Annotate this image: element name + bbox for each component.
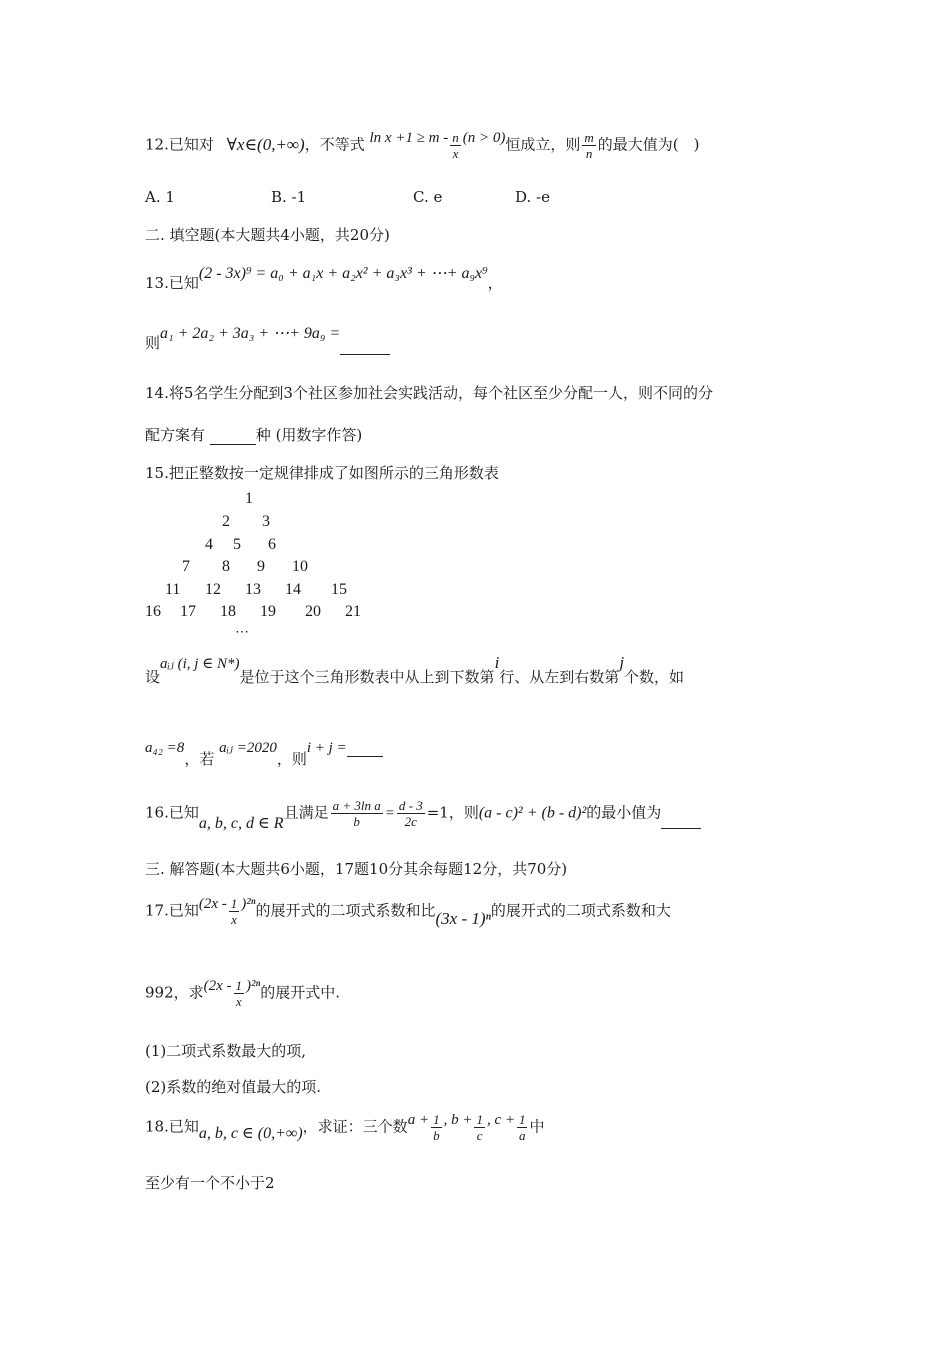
tri-number: 6 [268,536,276,553]
q18-frac1-num: 1 [433,1112,440,1127]
tri-number: 16 [145,603,161,620]
q17-prefix: 17.已知 [145,901,199,920]
q17-mid: 的展开式的二项式系数和比 [255,901,436,920]
q12-ratio-den: n [585,146,593,161]
tri-number: 9 [257,558,265,575]
q13-line [145,262,503,292]
q17-expr1-frac-2 [234,978,245,1009]
section-2-heading: 二. 填空题(本大题共4小题，共20分) [145,226,390,244]
tri-number: 12 [205,581,221,598]
q18-term3: , c + [486,1111,515,1128]
tri-number: 18 [220,603,236,620]
q12-option-b: B. -1 [271,188,307,206]
tri-number: 14 [285,581,301,598]
q12-frac-den: x [452,146,459,161]
q15-var-i: i [494,653,500,672]
q18-frac1-den: b [433,1128,440,1143]
q13-comma: ， [487,274,503,292]
q12-ratio-num: m [584,130,594,145]
q12-suffix2: 的最大值为( ) [597,135,700,154]
q15-answer-blank [347,740,383,757]
q16-frac2-den: 2c [404,814,417,829]
q15-line2-mid: 是位于这个三角形数表中从上到下数第 [239,668,495,686]
section-3-heading: 三. 解答题(本大题共6小题，17题10分其余每题12分，共70分) [145,860,568,878]
q17-expr1-den: x [231,912,237,927]
q17-expr1-b-2: )²ⁿ [246,977,261,994]
q18-term2: , b + [443,1111,473,1128]
q17-line2-prefix: 992，求 [145,983,204,1002]
q12-ineq: ln x +1 ≥ m - [369,129,449,146]
q15-ruo: ，若 [184,750,215,768]
q12-mid: ，不等式 [304,135,365,154]
q18-frac3-num: 1 [518,1112,526,1127]
q15-line1: 15.把正整数按一定规律排成了如图所示的三角形数表 [145,464,499,482]
q14-answer-blank [210,428,256,445]
q15-a42: a₄₂ =8 [145,740,185,756]
q12-option-d: D. -e [515,188,550,206]
q16-frac1-num: a + 3ln a [332,798,381,813]
q18-frac2 [474,1112,485,1143]
q18-frac2-den: c [476,1128,483,1143]
q16-line [145,798,701,832]
q17-suffix: 的展开式的二项式系数和大 [490,901,671,920]
q13-prefix: 13.已知 [145,274,199,292]
q13-line2-expr: a₁ + 2a₂ + 3a₃ + ⋯+ 9a₉ = [160,325,341,342]
q16-mid: 且满足 [283,803,329,822]
q18-frac1 [431,1112,442,1143]
q14-line2b: 种 (用数字作答) [255,426,363,444]
tri-number: 4 [205,536,213,553]
q16-expr: (a - c)² + (b - d)² [478,804,587,822]
tri-number: 5 [233,536,241,553]
q15-line2-prefix: 设 [145,668,161,686]
q12-cond: (n > 0) [462,129,506,146]
q14-line1: 14.将5名学生分配到3个社区参加社会实践活动，每个社区至少分配一人，则不同的分 [145,384,713,402]
q15-line2-end: 个数，如 [624,668,685,686]
q13-line2 [145,322,390,352]
q12-line [145,130,700,161]
q12-ratio [582,130,595,161]
tri-number: 1 [245,490,253,507]
q16-eq1: =1，则 [426,803,479,822]
q18-vars: a, b, c ∈ (0,+∞) [198,1124,303,1142]
q16-prefix: 16.已知 [145,803,199,822]
q12-option-c: C. e [413,188,443,206]
q15-line2 [145,652,685,686]
q17-expr1-b: )²ⁿ [241,895,256,912]
tri-number: 15 [331,581,347,598]
q15-aij: aᵢⱼ =2020 [219,740,277,756]
q14-line2 [145,424,362,445]
q16-frac2 [397,798,425,829]
q16-answer-blank [661,812,701,829]
q18-line2: 至少有一个不小于2 [145,1174,275,1192]
q17-expr1-den-2: x [235,994,242,1009]
q13-line2-prefix: 则 [145,334,161,352]
tri-number: 8 [222,558,230,575]
q12-suffix1: 恒成立，则 [505,135,581,154]
q16-equals: = [384,805,395,822]
q17-line2 [145,978,340,1009]
q17-expr2: (3x - 1)ⁿ [435,908,491,928]
q18-mid: ，求证：三个数 [302,1117,408,1136]
q12-frac [450,130,461,161]
q18-frac3 [517,1112,528,1143]
tri-number: 20 [305,603,321,620]
q17-line2-suffix: 的展开式中. [260,983,341,1002]
tri-number: 2 [222,513,230,530]
tri-dots: ⋯ [235,625,249,640]
q17-expr1-num: 1 [230,896,238,911]
q15-aij-def: aᵢⱼ (i, j ∈ N*) [160,656,240,672]
q13-answer-blank [340,338,390,355]
q17-part2: (2)系数的绝对值最大的项. [145,1078,322,1096]
tri-number: 11 [165,581,181,598]
q15-var-j: j [619,653,625,672]
q18-frac2-num: 1 [476,1112,483,1127]
tri-number: 10 [292,558,308,575]
q17-expr1-frac [229,896,240,927]
q18-suffix: 中 [529,1117,545,1136]
tri-number: 19 [260,603,276,620]
q16-vars: a, b, c, d ∈ R [198,814,284,832]
q17-expr1-a-2: (2x - [203,977,232,994]
q12-option-a: A. 1 [145,188,175,206]
q15-ij: i + j = [306,740,347,756]
q16-frac2-num: d - 3 [398,798,423,813]
tri-number: 7 [182,558,190,575]
q13-expr: (2 - 3x)⁹ = a₀ + a₁x + a₂x² + a₃x³ + ⋯+ a₉x⁹ [198,265,488,282]
q17-expr1-a: (2x - [198,895,227,912]
q15-line2-mid2: 行、从左到右数第 [499,668,620,686]
q16-suffix: 的最小值为 [586,803,662,822]
tri-number: 3 [262,513,270,530]
q17-expr1-num-2: 1 [235,978,243,993]
q12-prefix: 12.已知对 [145,135,214,154]
q17-part1: (1)二项式系数最大的项, [145,1042,307,1060]
q15-line3 [145,736,383,768]
q18-prefix: 18.已知 [145,1117,199,1136]
q12-forall: ∀x∈(0,+∞) [226,134,305,154]
q16-frac1-den: b [353,814,360,829]
q17-line1 [145,896,671,927]
q15-ze: ，则 [276,750,307,768]
q16-frac1 [331,798,383,829]
q18-line1 [145,1112,544,1143]
tri-number: 21 [345,603,361,620]
q18-frac3-den: a [518,1128,526,1143]
tri-number: 13 [245,581,261,598]
q18-term1: a + [407,1111,430,1128]
q12-frac-num: n [452,130,459,145]
tri-number: 17 [180,603,196,620]
q14-line2a: 配方案有 [145,426,206,444]
